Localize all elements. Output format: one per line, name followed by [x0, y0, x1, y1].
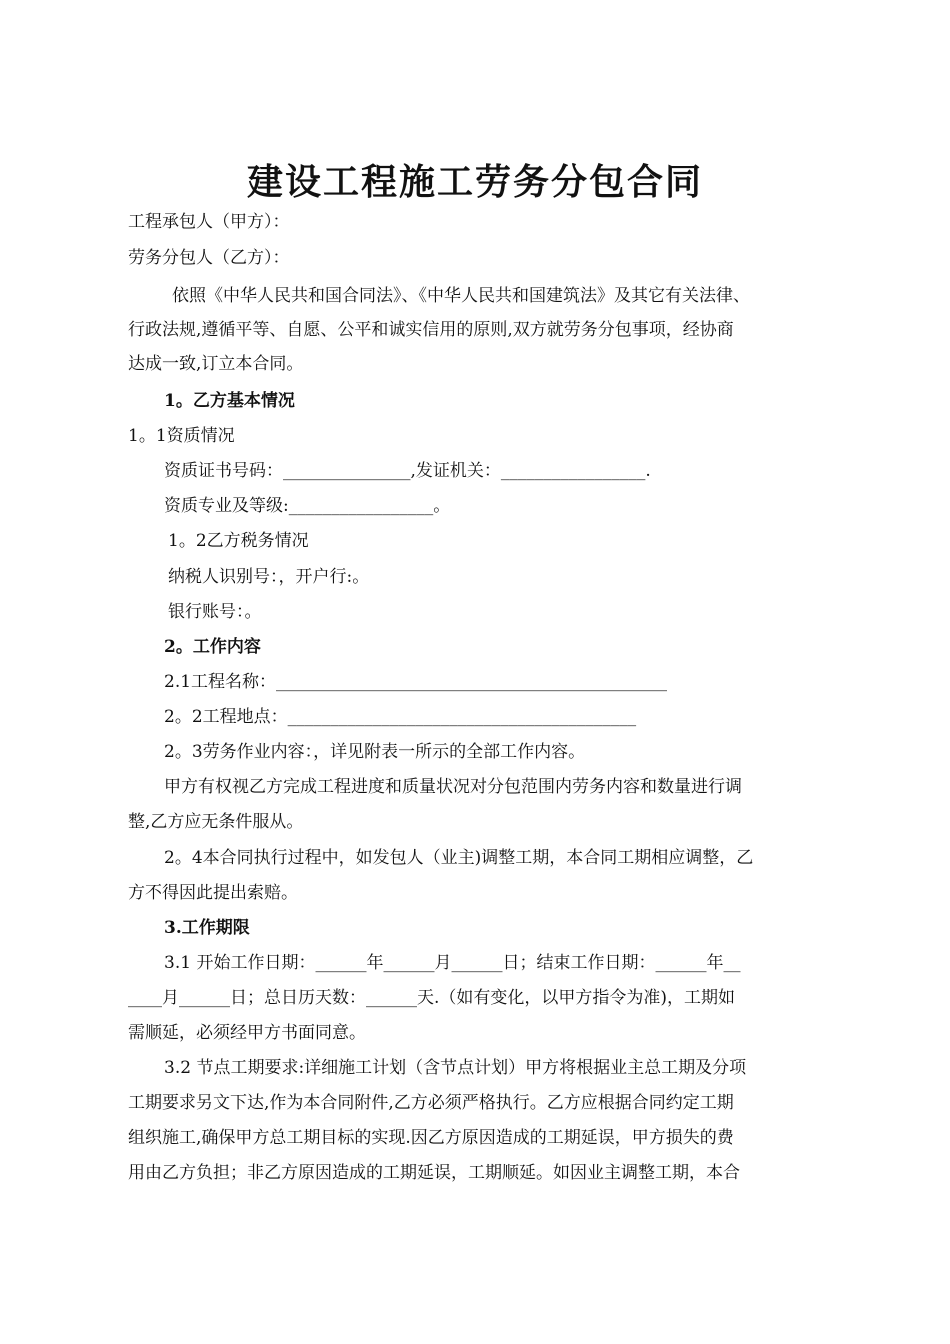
section-1-heading: 1。乙方基本情况: [164, 391, 295, 411]
clause-3-1-line-2: ____月______日；总日历天数：______天.（如有变化，以甲方指令为准)，工期如: [128, 988, 736, 1008]
party-b-line: 劳务分包人（乙方）：: [128, 248, 290, 268]
clause-3-2-line-4: 用由乙方负担；非乙方原因造成的工期延误，工期顺延。如因业主调整工期，本合: [128, 1163, 740, 1183]
bank-account-line: 银行账号：。: [168, 602, 262, 622]
clause-3-2-line-2: 工期要求另文下达,作为本合同附件,乙方必须严格执行。乙方应根据合同约定工期: [128, 1093, 734, 1113]
adjust-line-1: 甲方有权视乙方完成工程进度和质量状况对分包范围内劳务内容和数量进行调: [164, 777, 742, 797]
qualification-cert-line: 资质证书号码：_______________,发证机关：_________________.: [164, 461, 651, 481]
clause-3-2-line-1: 3.2 节点工期要求:详细施工计划（含节点计划）甲方将根据业主总工期及分项: [164, 1058, 747, 1078]
document-title: 建设工程施工劳务分包合同: [246, 161, 703, 203]
clause-3-1-line-1: 3.1 开始工作日期：______年______月______日；结束工作日期：______年__: [164, 953, 741, 973]
clause-1-1-heading: 1。1资质情况: [128, 426, 235, 446]
clause-1-2-heading: 1。2乙方税务情况: [168, 531, 309, 551]
section-3-heading: 3.工作期限: [164, 918, 250, 938]
project-name-line: 2.1工程名称：______________________________________________: [164, 672, 668, 692]
adjust-line-2: 整,乙方应无条件服从。: [128, 812, 304, 832]
preamble-line-3: 达成一致,订立本合同。: [128, 354, 304, 374]
preamble-line-2: 行政法规,遵循平等、自愿、公平和诚实信用的原则,双方就劳务分包事项，经协商: [128, 320, 734, 340]
clause-2-4-line-2: 方不得因此提出索赔。: [128, 883, 298, 903]
clause-3-2-line-3: 组织施工,确保甲方总工期目标的实现.因乙方原因造成的工期延误，甲方损失的费: [128, 1128, 734, 1148]
preamble-line-1: 依照《中华人民共和国合同法》、《中华人民共和国建筑法》及其它有关法律、: [172, 286, 750, 306]
taxpayer-line: 纳税人识别号：，开户行:。: [168, 567, 370, 587]
clause-3-1-line-3: 需顺延，必须经甲方书面同意。: [128, 1023, 366, 1043]
clause-2-4-line-1: 2。4本合同执行过程中，如发包人（业主)调整工期，本合同工期相应调整，乙: [164, 848, 754, 868]
project-location-line: 2。2工程地点：_________________________________________: [164, 707, 637, 727]
work-content-line: 2。3劳务作业内容：，详见附表一所示的全部工作内容。: [164, 742, 586, 762]
qualification-grade-line: 资质专业及等级:_________________。: [164, 496, 451, 516]
section-2-heading: 2。工作内容: [164, 637, 261, 657]
party-a-line: 工程承包人（甲方）：: [128, 212, 290, 232]
